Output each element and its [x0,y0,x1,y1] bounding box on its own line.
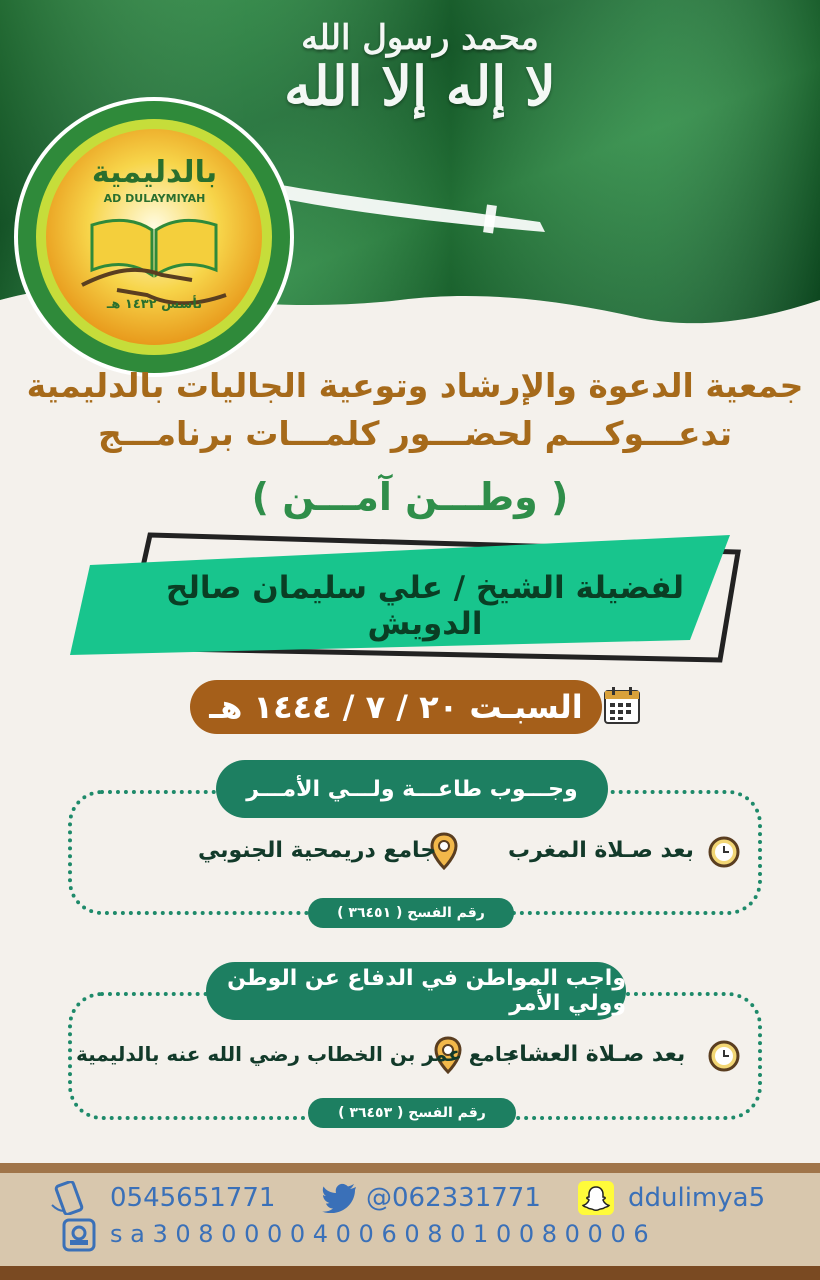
lecture-card-1 [68,760,762,921]
flag-shahada-text: محمد رسول الله لا إله إلا الله [284,18,556,118]
speaker-name: لفضيلة الشيخ / علي سليمان صالح الدويش [165,570,685,642]
snapchat-handle[interactable]: ddulimya5 [628,1183,766,1213]
lecture-title: واجب المواطن في الدفاع عن الوطن وولي الأمر [206,962,626,1020]
lecture-title: وجـــوب طاعـــة ولـــي الأمـــر [216,760,608,818]
phone-number[interactable]: 0545651771 [110,1183,276,1213]
bank-card-icon [62,1218,96,1252]
footer-top-stripe [0,1163,820,1173]
twitter-handle[interactable]: @062331771 [366,1183,541,1213]
logo-english-name: AD DULAYMIYAH [103,192,206,205]
invitation-line-2: تدعـــوكـــم لحضـــور كلمـــات برنامـــج [97,414,733,453]
clock-icon [708,1040,740,1072]
snapchat-icon [578,1181,614,1215]
association-logo [12,95,297,380]
lecture-time: بعد صـلاة المغرب [508,838,694,863]
phone-icon [50,1181,88,1215]
permit-number-badge: رقم الفسح ( ٣٦٤٥١ ) [308,898,514,928]
lecture-card-2 [68,962,762,1120]
footer-bottom-stripe [0,1266,820,1280]
twitter-icon [322,1183,358,1213]
bank-iban[interactable]: s a 3 0 8 0 0 0 0 4 0 0 6 0 8 0 1 0 0 8 0 0 0 6 [110,1220,649,1248]
program-name: ( وطـــن آمـــن ) [251,475,569,519]
event-date: السبـت ٢٠ / ٧ / ١٤٤٤ هـ [209,688,583,726]
invitation-line-1: جمعية الدعوة والإرشاد وتوعية الجاليات بالدليمية [26,366,804,405]
permit-number-badge: رقم الفسح ( ٣٦٤٥٣ ) [308,1098,516,1128]
clock-icon [708,836,740,868]
lecture-time: بعد صـلاة العشاء [508,1042,686,1067]
event-date-pill [190,680,602,734]
calendar-icon [603,685,641,725]
lecture-location: جامع عمر بن الخطاب رضي الله عنه بالدليمية [76,1042,517,1066]
lecture-location: جامع دريمحية الجنوبي [198,838,437,863]
contact-footer [0,1173,820,1266]
speaker-banner [70,530,760,670]
logo-founded-year: تأسس ١٤٣٢ هـ [106,297,203,312]
logo-arabic-name: بالدليمية [91,155,218,190]
